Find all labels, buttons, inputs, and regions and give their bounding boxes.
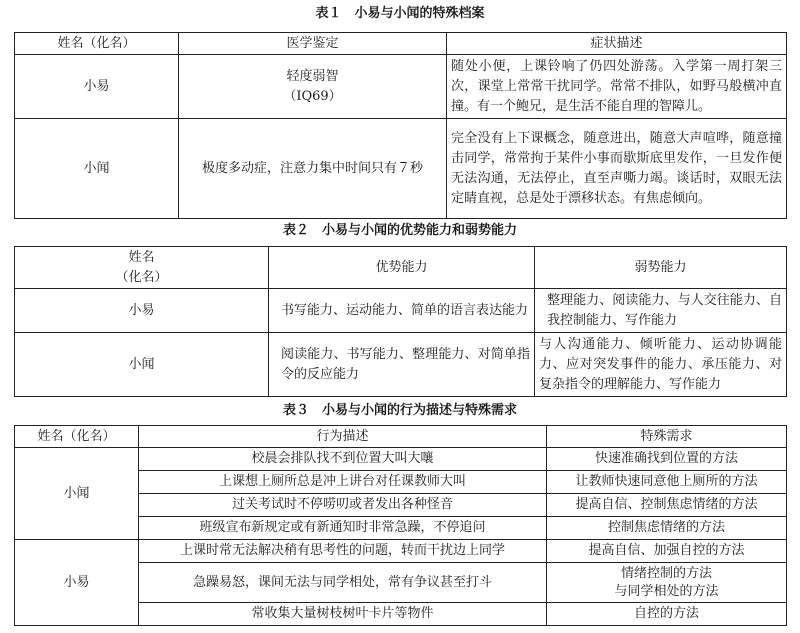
table1-header-row bbox=[15, 33, 787, 55]
table3-need-cell: 提高自信、加强自控的方法 bbox=[547, 540, 787, 563]
table1-name-cell: 小易 bbox=[15, 55, 179, 119]
table2-strengths-cell: 书写能力、运动能力、简单的语言表达能力 bbox=[269, 289, 535, 333]
table2-caption: 表２ 小易与小闻的优势能力和弱势能力 bbox=[282, 223, 517, 238]
table1-header-diagnosis: 医学鉴定 bbox=[179, 33, 447, 55]
table2-weaknesses-cell: 整理能力、阅读能力、与人交往能力、自我控制能力、写作能力 bbox=[535, 289, 787, 333]
table2-weaknesses-cell: 与人沟通能力、倾听能力、运动协调能力、应对突发事件的能力、承压能力、对复杂指令的理解能力、写作能力 bbox=[535, 333, 787, 397]
table2-strengths-cell: 阅读能力、书写能力、整理能力、对简单指令的反应能力 bbox=[269, 333, 535, 397]
table1-symptoms-cell: 完全没有上下课概念，随意进出，随意大声喧哗，随意撞击同学，常常拘于某件小事而歇斯底里发作，一旦发作便无法沟通，无法停止，直至声嘶力竭。谈话时，双眼无法定睛直视，总是处于漂移状态。有焦虑倾向。 bbox=[447, 119, 787, 219]
table2-name-cell: 小易 bbox=[15, 289, 269, 333]
table1-symptoms-cell: 随处小便，上课铃响了仍四处游荡。入学第一周打架三次，课堂上常常干扰同学。常常不排队，如野马般横冲直撞。有一个鲍兄，是生活不能自理的智障儿。 bbox=[447, 55, 787, 119]
table3-behavior-cell: 班级宣布新规定或有新通知时非常急躁，不停追问 bbox=[139, 517, 547, 540]
table3-caption: 表３ 小易与小闻的行为描述与特殊需求 bbox=[282, 403, 517, 418]
table2 bbox=[14, 246, 787, 397]
table2-row-xiaoyi bbox=[15, 289, 787, 333]
table3-need-cell: 控制焦虑情绪的方法 bbox=[547, 517, 787, 540]
table1-name-cell: 小闻 bbox=[15, 119, 179, 219]
table3-need-cell: 提高自信、控制焦虑情绪的方法 bbox=[547, 494, 787, 517]
table3-row bbox=[15, 448, 787, 471]
table3-name-cell: 小闻 bbox=[15, 448, 139, 540]
table2-row-xiaowen bbox=[15, 333, 787, 397]
table1-row-xiaowen bbox=[15, 119, 787, 219]
table1-header-name: 姓名（化名） bbox=[15, 33, 179, 55]
table2-header-name-line1: 姓名 bbox=[128, 249, 155, 265]
table1-header-symptoms: 症状描述 bbox=[447, 33, 787, 55]
table3-behavior-cell: 急躁易怒，课间无法与同学相处，常有争议甚至打斗 bbox=[139, 563, 547, 603]
table1-diagnosis-line1: 轻度弱智 bbox=[286, 68, 339, 84]
table3-row bbox=[15, 540, 787, 563]
table3-header-need: 特殊需求 bbox=[547, 426, 787, 448]
table3-need-line1: 情绪控制的方法 bbox=[620, 565, 712, 581]
table2-header-strengths: 优势能力 bbox=[269, 247, 535, 289]
table3-need-cell: 快速准确找到位置的方法 bbox=[547, 448, 787, 471]
table1-row-xiaoyi bbox=[15, 55, 787, 119]
table3-need-cell: 自控的方法 bbox=[547, 603, 787, 626]
table3-behavior-cell: 常收集大量树枝树叶卡片等物件 bbox=[139, 603, 547, 626]
table1-diagnosis-cell: 极度多动症，注意力集中时间只有７秒 bbox=[179, 119, 447, 219]
table2-header-weaknesses: 弱势能力 bbox=[535, 247, 787, 289]
table3-header-behavior: 行为描述 bbox=[139, 426, 547, 448]
table1-diagnosis-line2: （IQ69） bbox=[283, 88, 342, 104]
table3-need-line2: 与同学相处的方法 bbox=[614, 583, 719, 599]
table3-need-cell bbox=[547, 563, 787, 603]
table1-diagnosis-cell bbox=[179, 55, 447, 119]
table3-behavior-cell: 过关考试时不停唠叨或者发出各种怪音 bbox=[139, 494, 547, 517]
table3-header-row bbox=[15, 426, 787, 448]
table3-behavior-cell: 上课想上厕所总是冲上讲台对任课教师大叫 bbox=[139, 471, 547, 494]
table3 bbox=[14, 425, 787, 626]
table3-header-name: 姓名（化名） bbox=[15, 426, 139, 448]
table2-header-row bbox=[15, 247, 787, 289]
table1-caption: 表１ 小易与小闻的特殊档案 bbox=[315, 6, 485, 21]
table1 bbox=[14, 32, 787, 219]
table3-name-cell: 小易 bbox=[15, 540, 139, 626]
table2-name-cell: 小闻 bbox=[15, 333, 269, 397]
table2-header-name-line2: （化名） bbox=[115, 269, 168, 285]
table2-header-name bbox=[15, 247, 269, 289]
table3-behavior-cell: 上课时常无法解决稍有思考性的问题，转而干扰边上同学 bbox=[139, 540, 547, 563]
table3-need-cell: 让教师快速同意他上厕所的方法 bbox=[547, 471, 787, 494]
table3-behavior-cell: 校晨会排队找不到位置大叫大嚷 bbox=[139, 448, 547, 471]
